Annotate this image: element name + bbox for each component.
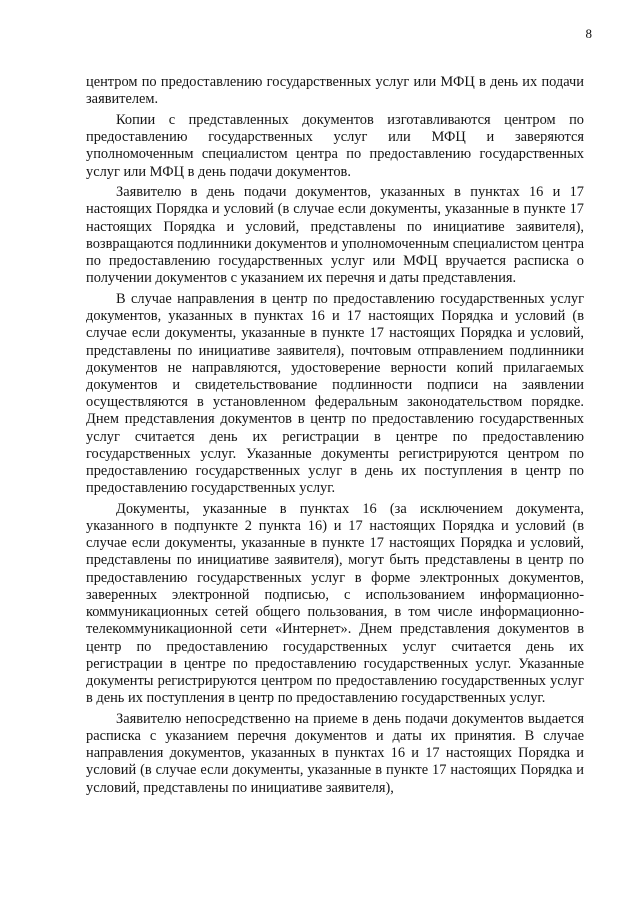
paragraph-originals-returned: Заявителю в день подачи документов, указанных в пунктах 16 и 17 настоящих Порядка и условий (в случае если документы, указанные в пункте 17 настоящих Порядка и условий, представлены по инициативе заявителя), возвращаются подлинники документов и уполномоченным специалистом центра по предоставлению государственных услуг или МФЦ вручается расписка о получении документов с указанием их перечня и даты представления. [86,184,584,287]
page-number: 8 [585,26,592,41]
paragraph-continuation: центром по предоставлению государственных услуг или МФЦ в день их подачи заявителем. [86,74,584,108]
paragraph-document-copies: Копии с представленных документов изготавливаются центром по предоставлению государственных услуг или МФЦ и заверяются уполномоченным специалистом центра по предоставлению государственных услуг или МФЦ в день подачи документов. [86,111,584,180]
paragraph-electronic-submission: Документы, указанные в пунктах 16 (за исключением документа, указанного в подпункте 2 пункта 16) и 17 настоящих Порядка и условий (в случае если документы, указанные в пункте 17 настоящих Порядка и условий, представлены по инициативе заявителя), могут быть представлены в центр по предоставлению государственных услуг в форме электронных документов, заверенных электронной подписью, с использованием информационно-коммуникационных сетей общего пользования, в том числе информационно-телекоммуникационной сети «Интернет». Днем представления документов в центр по предоставлению государственных услуг считается день их регистрации в центре по предоставлению государственных услуг. Указанные документы регистрируются центром по предоставлению государственных услуг в день их поступления в центр по предоставлению государственных услуг. [86,500,584,707]
paragraph-postal-submission: В случае направления в центр по предоставлению государственных услуг документов, указанных в пунктах 16 и 17 настоящих Порядка и условий (в случае если документы, указанные в пункте 17 настоящих Порядка и условий, представлены по инициативе заявителя), почтовым отправлением подлинники документов не направляются, удостоверение верности копий прилагаемых документов и свидетельствование подлинности подписи на заявлении осуществляются в установленном федеральным законодательством порядке. Днем представления документов в центр по предоставлению государственных услуг считается день их регистрации в центре по предоставлению государственных услуг. Указанные документы регистрируются центром по предоставлению государственных услуг в день их поступления в центр по предоставлению государственных услуг. [86,290,584,497]
document-body [86,74,584,800]
paragraph-receipt-issued: Заявителю непосредственно на приеме в день подачи документов выдается расписка с указанием перечня документов и даты их принятия. В случае направления документов, указанных в пунктах 16 и 17 настоящих Порядка и условий (в случае если документы, указанные в пункте 17 настоящих Порядка и условий, представлены по инициативе заявителя), [86,710,584,796]
